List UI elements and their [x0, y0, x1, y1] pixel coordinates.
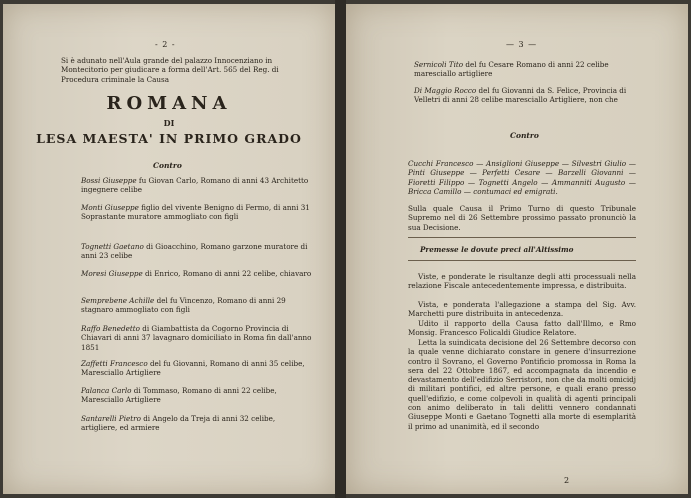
defendant-name: Zaffetti Francesco [81, 359, 148, 368]
defendant-entry [81, 414, 313, 433]
document-title: ROMANA [106, 93, 232, 114]
defendant-details: del fu Giovanni, Romano di anni 35 celibe, Maresciallo Artigliere [81, 359, 305, 378]
defendant-details: del fu Giovanni da S. Felice, Provincia di Velletri di anni 28 celibe maresciallo Artigliere, non che [414, 86, 627, 105]
contumaci-list: Cucchi Francesco — Ansiglioni Giuseppe — Silvestri Giulio — Pinti Giuseppe — Perfetti Cesare — Barzelli Giovanni — Fioretti Filippo — Tognetti Angelo — Ammanniti Augusto — Bricca Camillo — contumaci ed emigrati. [408, 159, 636, 196]
premesse-heading: Premesse le dovute preci all'Altissimo [420, 245, 574, 254]
defendant-details: di Angelo da Treja di anni 32 celibe, artigliere, ed armiere [81, 414, 276, 433]
defendant-entry [81, 203, 313, 222]
contro-heading: Contro [510, 131, 539, 140]
vista-paragraph: Vista, e ponderata l'allegazione a stampa del Sig. Avv. Marchetti pure distribuita in antecedenza. [408, 300, 636, 319]
defendant-name: Bossi Giuseppe [81, 176, 137, 185]
right-page [346, 4, 688, 494]
defendant-details: di Tommaso, Romano di anni 22 celibe, Maresciallo Artigliere [81, 386, 277, 405]
defendant-entry [81, 176, 313, 195]
defendant-details: di Gioacchino, Romano garzone muratore di anni 23 celibe [81, 242, 308, 261]
defendant-name: Monti Giuseppe [81, 203, 139, 212]
letta-paragraph: Letta la suindicata decisione del 26 Settembre decorso con la quale venne dichiarato constare in genere d'insurrezione contro il Sovrano, el Governo Pontificio promossa in Roma la sera del 22 Ottobre 1867, ed accompagnata da incendio e devastamento dell'edifizio Serristori, non che da molti omicidj di militari pontifici, ed altre persone, e quali erano presso quell'edifizio, e come colpevoli in qualità di agenti principali con animo deliberato in tali delitti vennero condannati Giuseppe Monti e Gaetano Tognetti alla morte di esemplarità il primo ad unanimità, ed il secondo [408, 338, 636, 431]
intro-text: Si è adunato nell'Aula grande del palazzo Innocenziano in Montecitorio per giudicare a forma dell'Art. 565 del Reg. di Procedura criminale la Causa [61, 56, 279, 84]
printer-signature: 2 [564, 476, 570, 485]
defendant-details: del fu Vincenzo, Romano di anni 29 stagnaro ammogliato con figli [81, 296, 286, 315]
defendant-name: Tognetti Gaetano [81, 242, 144, 251]
defendant-details: figlio del vivente Benigno di Fermo, di anni 31 Soprastante muratore ammogliato con figli [81, 203, 310, 222]
defendant-name: Sernicoli Tito [414, 60, 464, 69]
defendant-entry [414, 60, 636, 78]
defendant-details: di Enrico, Romano di anni 22 celibe, chiavaro [142, 269, 312, 278]
viste-paragraph: Viste, e ponderate le risultanze degli atti processuali nella relazione Fiscale antecedentemente impressa, e distribuita. [408, 272, 636, 291]
sulla-paragraph: Sulla quale Causa il Primo Turno di questo Tribunale Supremo nel di 26 Settembre prossimo passato pronunciò la sua Decisione. [408, 204, 636, 232]
defendant-details: di Giambattista da Cogorno Provincia di Chiavari di anni 37 lavagnaro domiciliato in Roma fin dall'anno 1851 [81, 324, 312, 352]
defendant-entry [81, 359, 313, 378]
book-gutter [335, 0, 346, 498]
udito-paragraph: Udito il rapporto della Causa fatto dall'Illmo, e Rmo Monsig. Francesco Folicaldi Giudice Relatore. [408, 319, 636, 338]
defendant-name: Semprebene Achille [81, 296, 155, 305]
defendant-entry [81, 242, 313, 261]
defendant-details: del fu Cesare Romano di anni 22 celibe maresciallo artigliere [414, 60, 609, 79]
document-subtitle: LESA MAESTA' IN PRIMO GRADO [36, 131, 302, 146]
defendant-name: Palanca Carlo [81, 386, 132, 395]
title-di: DI [163, 118, 175, 128]
page-number: — 3 — [506, 40, 538, 49]
defendant-details: fu Giovan Carlo, Romano di anni 43 Architetto ingegnere celibe [81, 176, 309, 195]
page-number: - 2 - [155, 40, 176, 49]
defendant-entry [81, 269, 313, 278]
left-page [3, 4, 335, 494]
defendant-entry [414, 86, 636, 104]
defendant-name: Moresi Giuseppe [81, 269, 143, 278]
defendant-entry [81, 386, 313, 405]
divider [408, 237, 636, 238]
contro-heading: Contro [153, 161, 182, 170]
defendant-name: Raffo Benedetto [81, 324, 140, 333]
defendant-name: Di Maggio Rocco [414, 86, 477, 95]
defendant-entry [81, 324, 313, 352]
divider [408, 260, 636, 261]
defendant-entry [81, 296, 313, 315]
defendant-name: Santarelli Pietro [81, 414, 141, 423]
